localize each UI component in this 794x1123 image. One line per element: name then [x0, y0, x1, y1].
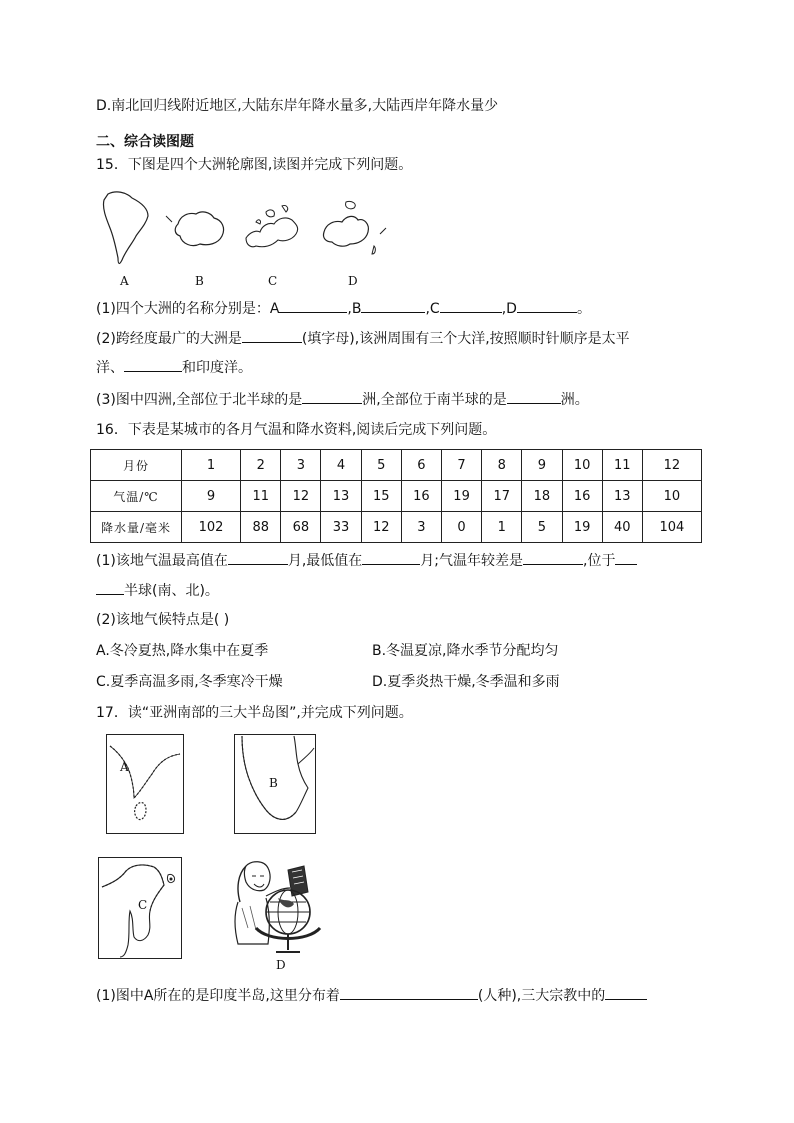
- table-cell: 16: [401, 481, 441, 512]
- row-label-month: 月份: [91, 450, 182, 481]
- table-cell: 5: [522, 512, 562, 543]
- q14-option-d: D.南北回归线附近地区,大陆东岸年降水量多,大陆西岸年降水量少: [96, 98, 499, 114]
- answer-blank[interactable]: [507, 388, 561, 404]
- answer-blank[interactable]: [124, 356, 182, 372]
- table-cell: 16: [562, 481, 602, 512]
- table-cell: 1: [482, 512, 522, 543]
- table-cell: 12: [642, 450, 701, 481]
- continent-label-c: C: [268, 274, 278, 288]
- row-label-temperature: 气温/℃: [91, 481, 182, 512]
- peninsula-label-b: B: [269, 776, 278, 790]
- climate-table: [90, 449, 702, 543]
- illustration-label-d: D: [276, 958, 286, 972]
- table-cell: 2: [241, 450, 281, 481]
- continent-label-d: D: [348, 274, 358, 288]
- answer-blank[interactable]: [362, 549, 420, 565]
- q15-sub2a: (2)跨经度最广的大洲是 (填字母),该洲周围有三个大洋,按照顺时针顺序是太平: [96, 327, 630, 349]
- table-row: [91, 450, 702, 481]
- table-cell: 19: [441, 481, 481, 512]
- answer-blank[interactable]: [517, 297, 577, 313]
- continent-label-b: B: [195, 274, 204, 288]
- table-cell: 3: [401, 512, 441, 543]
- peninsula-label-c: C: [138, 898, 148, 912]
- answer-blank[interactable]: [96, 579, 124, 595]
- answer-blank[interactable]: [615, 549, 637, 565]
- continent-label-a: A: [120, 274, 129, 288]
- table-cell: 104: [642, 512, 701, 543]
- q15-stem: 15．下图是四个大洲轮廓图,读图并完成下列问题。: [96, 157, 413, 173]
- table-cell: 12: [281, 481, 321, 512]
- table-cell: 6: [401, 450, 441, 481]
- q15-sub2b: 洋、 和印度洋。: [96, 356, 252, 378]
- table-cell: 10: [562, 450, 602, 481]
- table-cell: 11: [241, 481, 281, 512]
- answer-blank[interactable]: [302, 388, 362, 404]
- row-label-precipitation: 降水量/毫米: [91, 512, 182, 543]
- peninsula-label-a: A: [120, 760, 129, 774]
- table-cell: 40: [602, 512, 642, 543]
- q17-stem: 17．读“亚洲南部的三大半岛图”,并完成下列问题。: [96, 705, 413, 721]
- answer-blank[interactable]: [523, 549, 583, 565]
- table-row: [91, 481, 702, 512]
- q16-option-c: C.夏季高温多雨,冬季寒冷干燥: [96, 674, 283, 690]
- peninsula-map-a: [106, 734, 184, 834]
- table-cell: 17: [482, 481, 522, 512]
- table-cell: 3: [281, 450, 321, 481]
- q16-stem: 16．下表是某城市的各月气温和降水资料,阅读后完成下列问题。: [96, 422, 497, 438]
- continent-map-d: [323, 216, 368, 246]
- table-cell: 15: [361, 481, 401, 512]
- answer-blank[interactable]: [340, 984, 478, 1000]
- table-cell: 18: [522, 481, 562, 512]
- q16-sub1b: 半球(南、北)。: [96, 579, 219, 601]
- q16-option-b: B.冬温夏凉,降水季节分配均匀: [372, 643, 559, 659]
- table-cell: 8: [482, 450, 522, 481]
- section-title: 二、综合读图题: [96, 134, 194, 150]
- table-cell: 10: [642, 481, 701, 512]
- table-cell: 11: [602, 450, 642, 481]
- q16-sub2: (2)该地气候特点是( ): [96, 612, 230, 628]
- q17-sub1: (1)图中A所在的是印度半岛,这里分布着 (人种),三大宗教中的: [96, 984, 647, 1006]
- continent-map-c: [246, 218, 298, 247]
- q15-sub3: (3)图中四洲,全部位于北半球的是 洲,全部位于南半球的是 洲。: [96, 388, 589, 410]
- answer-blank[interactable]: [440, 297, 502, 313]
- table-cell: 12: [361, 512, 401, 543]
- continent-outline-maps: [96, 188, 406, 268]
- answer-blank[interactable]: [279, 297, 347, 313]
- q16-option-d: D.夏季炎热干燥,冬季温和多雨: [372, 674, 560, 690]
- table-row: [91, 512, 702, 543]
- answer-blank[interactable]: [361, 297, 425, 313]
- q15-sub1: (1)四个大洲的名称分别是：A ,B ,C ,D 。: [96, 297, 591, 319]
- continent-map-b: [175, 212, 223, 246]
- table-cell: 7: [441, 450, 481, 481]
- q16-option-a: A.冬冷夏热,降水集中在夏季: [96, 643, 269, 659]
- answer-blank[interactable]: [228, 549, 288, 565]
- person-globe-illustration: [228, 858, 326, 958]
- table-cell: 19: [562, 512, 602, 543]
- table-cell: 13: [321, 481, 361, 512]
- table-cell: 1: [182, 450, 241, 481]
- table-cell: 88: [241, 512, 281, 543]
- q16-sub1a: (1)该地气温最高值在 月,最低值在 月;气温年较差是 ,位于: [96, 549, 637, 571]
- answer-blank[interactable]: [242, 327, 302, 343]
- table-cell: 0: [441, 512, 481, 543]
- table-cell: 68: [281, 512, 321, 543]
- table-cell: 9: [522, 450, 562, 481]
- table-cell: 5: [361, 450, 401, 481]
- answer-blank[interactable]: [605, 984, 647, 1000]
- table-cell: 33: [321, 512, 361, 543]
- table-cell: 102: [182, 512, 241, 543]
- table-cell: 13: [602, 481, 642, 512]
- continent-map-a: [103, 192, 148, 264]
- table-cell: 4: [321, 450, 361, 481]
- table-cell: 9: [182, 481, 241, 512]
